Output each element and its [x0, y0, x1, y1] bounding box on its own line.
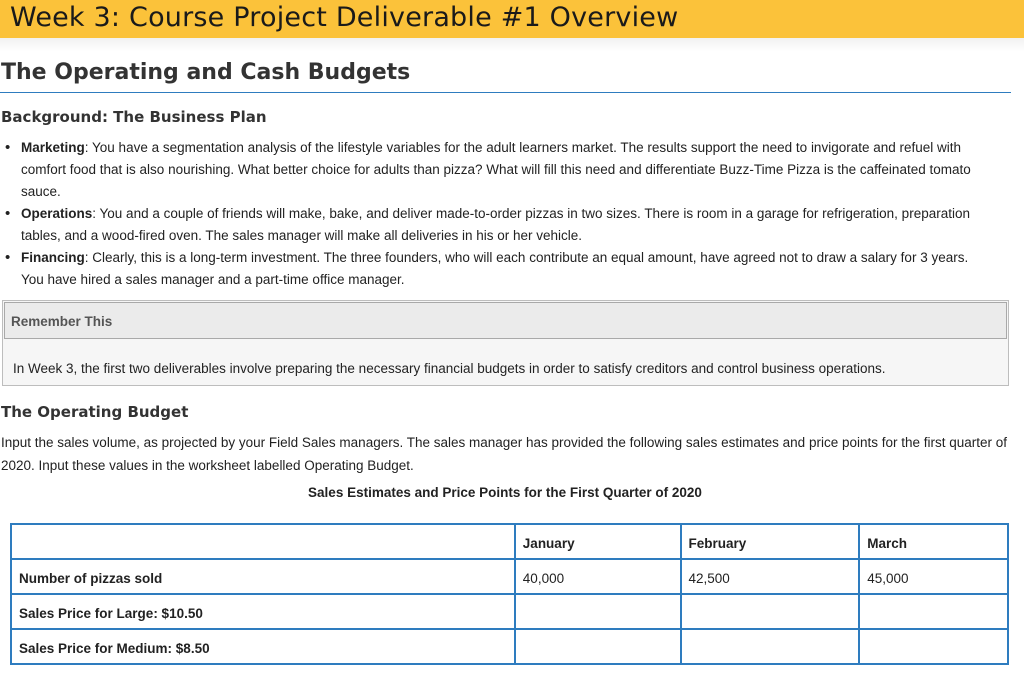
table-cell — [859, 594, 1008, 629]
sales-estimates-table — [10, 523, 1009, 665]
header-cell — [11, 524, 515, 559]
item-text: : Clearly, this is a long-term investment. The three founders, who will each contribute an equal amount, have agreed not to draw a salary for 3 years. You have hired a sales manager and a part-time office manager. — [21, 250, 969, 287]
item-label: Marketing — [21, 140, 85, 155]
operating-budget-heading: The Operating Budget — [1, 403, 189, 421]
background-heading: Background: The Business Plan — [1, 108, 267, 126]
table-header-row — [11, 524, 1008, 559]
table-cell: 40,000 — [515, 559, 681, 594]
table-cell — [681, 594, 860, 629]
row-label: Sales Price for Medium: $8.50 — [11, 629, 515, 664]
list-item-marketing — [3, 137, 988, 203]
item-label: Operations — [21, 206, 93, 221]
remember-text: In Week 3, the first two deliverables involve preparing the necessary financial budgets in order to satisfy creditors and control business operations. — [13, 361, 886, 376]
operating-budget-paragraph: Input the sales volume, as projected by your Field Sales managers. The sales manager has provided the following sales estimates and price points for the first quarter of 2020. Input these values in the worksheet labelled Operating Budget. — [1, 435, 1008, 473]
remember-callout — [2, 300, 1009, 386]
banner-shadow — [0, 38, 1024, 52]
table-row — [11, 594, 1008, 629]
table-cell: 45,000 — [859, 559, 1008, 594]
title-banner — [0, 0, 1024, 38]
table-cell — [515, 594, 681, 629]
table-cell — [859, 629, 1008, 664]
header-cell: February — [681, 524, 860, 559]
header-cell: March — [859, 524, 1008, 559]
row-label: Number of pizzas sold — [11, 559, 515, 594]
title-divider — [0, 92, 1011, 93]
banner-title: Week 3: Course Project Deliverable #1 Overview — [10, 2, 679, 33]
table-caption: Sales Estimates and Price Points for the First Quarter of 2020 — [308, 485, 702, 500]
remember-header — [4, 302, 1007, 339]
item-text: : You have a segmentation analysis of the lifestyle variables for the adult learners market. The results support the need to invigorate and refuel with comfort food that is also nourishing. What better choice for adults than pizza? What will fill this need and differentiate Buzz-Time Pizza is the caffeinated tomato sauce. — [21, 140, 971, 199]
page-title: The Operating and Cash Budgets — [1, 60, 411, 85]
table-row — [11, 559, 1008, 594]
row-label: Sales Price for Large: $10.50 — [11, 594, 515, 629]
item-text: : You and a couple of friends will make, bake, and deliver made-to-order pizzas in two sizes. There is room in a garage for refrigeration, preparation tables, and a wood-fired oven. The sales manager will make all deliveries in his or her vehicle. — [21, 206, 970, 243]
business-plan-list — [3, 137, 988, 291]
remember-title: Remember This — [11, 314, 113, 329]
table-cell — [681, 629, 860, 664]
list-item-operations — [3, 203, 988, 247]
header-cell: January — [515, 524, 681, 559]
item-label: Financing — [21, 250, 85, 265]
list-item-financing — [3, 247, 988, 291]
table-cell — [515, 629, 681, 664]
table-row — [11, 629, 1008, 664]
table-cell: 42,500 — [681, 559, 860, 594]
